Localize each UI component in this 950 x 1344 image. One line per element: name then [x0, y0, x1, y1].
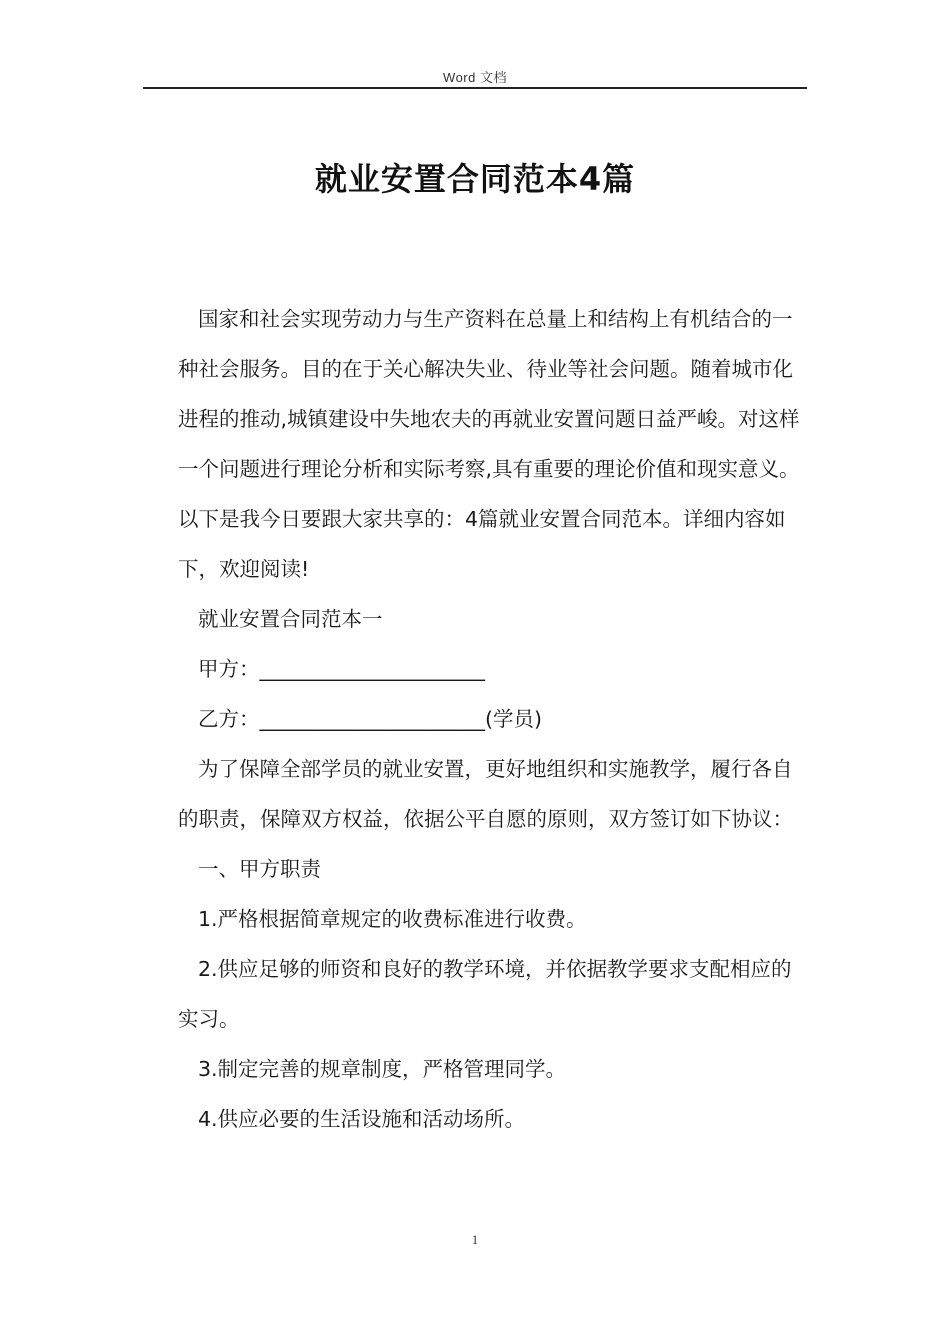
document-title: 就业安置合同范本4篇: [314, 160, 636, 198]
party-b-line: 乙方：______________________(学员): [198, 707, 542, 731]
section-heading: 就业安置合同范本一: [198, 607, 383, 631]
clause-item: 4.供应必要的生活设施和活动场所。: [198, 1107, 526, 1131]
header-divider: [143, 87, 807, 89]
clause-item: 3.制定完善的规章制度，严格管理同学。: [198, 1057, 567, 1081]
clause-heading: 一、甲方职责: [198, 857, 321, 881]
page-number: 1: [471, 1232, 479, 1247]
page-header: Word 文档: [443, 70, 507, 85]
document-body: [178, 294, 808, 1144]
party-a-line: 甲方：______________________: [198, 657, 485, 681]
agreement-paragraph: 为了保障全部学员的就业安置，更好地组织和实施教学，履行各自的职责，保障双方权益，依据公平自愿的原则，双方签订如下协议：: [178, 757, 793, 831]
intro-paragraph: 国家和社会实现劳动力与生产资料在总量上和结构上有机结合的一种社会服务。目的在于关心解决失业、待业等社会问题。随着城市化进程的推动,城镇建设中失地农夫的再就业安置问题日益严峻。对这样一个问题进行理论分析和实际考察,具有重要的理论价值和现实意义。以下是我今日要跟大家共享的：4篇就业安置合同范本。详细内容如下，欢迎阅读!: [178, 307, 800, 581]
clause-item: 1.严格根据简章规定的收费标准进行收费。: [198, 907, 587, 931]
clause-item: 2.供应足够的师资和良好的教学环境，并依据教学要求支配相应的实习。: [178, 957, 792, 1031]
